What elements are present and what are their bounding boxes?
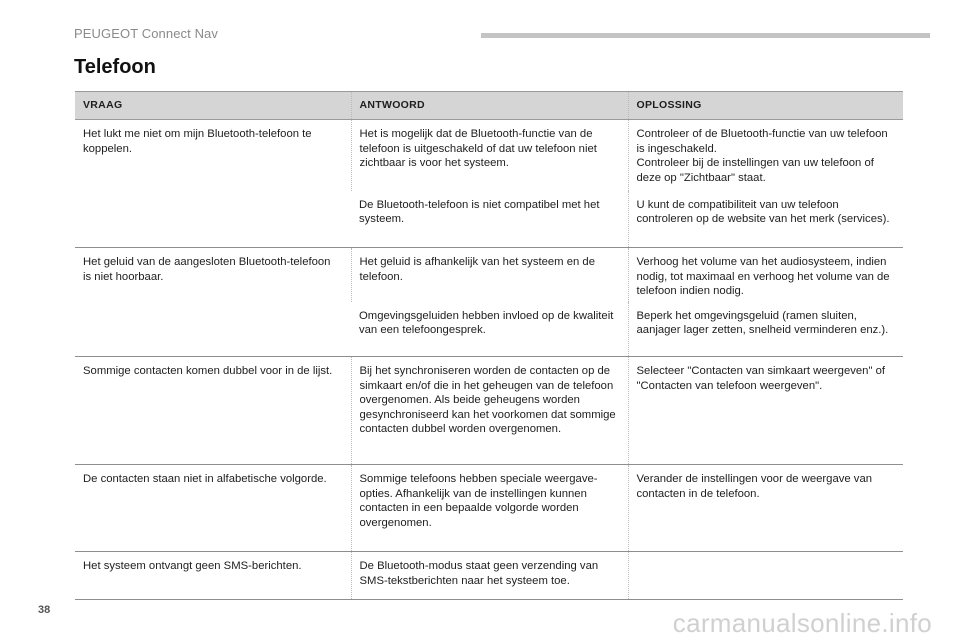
answer-cell: Het is mogelijk dat de Bluetooth-functie van de telefoon is uitgeschakeld of dat uw telefoon niet zichtbaar is voor het systeem. xyxy=(351,120,628,191)
question-cell: Het geluid van de aangesloten Bluetooth-telefoon is niet hoorbaar. xyxy=(75,248,351,357)
table-row xyxy=(75,248,903,302)
page-title: Telefoon xyxy=(74,56,156,78)
solution-cell: Selecteer "Contacten van simkaart weergeven" of "Contacten van telefoon weergeven". xyxy=(628,357,903,465)
column-header-answer: ANTWOORD xyxy=(351,92,628,120)
table-header-row xyxy=(75,92,903,120)
solution-cell xyxy=(628,552,903,600)
question-cell: De contacten staan niet in alfabetische volgorde. xyxy=(75,465,351,552)
column-header-solution: OPLOSSING xyxy=(628,92,903,120)
table-row xyxy=(75,120,903,191)
solution-cell: Controleer of de Bluetooth-functie van uw telefoon is ingeschakeld. Controleer bij de instellingen van uw telefoon of deze op "Zichtbaar" staat. xyxy=(628,120,903,191)
solution-cell: Beperk het omgevingsgeluid (ramen sluiten, aanjager lager zetten, snelheid verminderen enz.). xyxy=(628,302,903,357)
header-accent-bar xyxy=(481,33,930,38)
solution-cell: Verander de instellingen voor de weergave van contacten in de telefoon. xyxy=(628,465,903,552)
answer-cell: Sommige telefoons hebben speciale weergave-opties. Afhankelijk van de instellingen kunnen contacten in een bepaalde volgorde worden overgenomen. xyxy=(351,465,628,552)
question-cell: Het systeem ontvangt geen SMS-berichten. xyxy=(75,552,351,600)
question-cell: Sommige contacten komen dubbel voor in de lijst. xyxy=(75,357,351,465)
answer-cell: De Bluetooth-modus staat geen verzending van SMS-tekstberichten naar het systeem toe. xyxy=(351,552,628,600)
answer-cell: Omgevingsgeluiden hebben invloed op de kwaliteit van een telefoongesprek. xyxy=(351,302,628,357)
header-brand: PEUGEOT Connect Nav xyxy=(74,26,218,41)
answer-cell: Het geluid is afhankelijk van het systeem en de telefoon. xyxy=(351,248,628,302)
answer-cell: Bij het synchroniseren worden de contacten op de simkaart en/of die in het geheugen van de telefoon overgenomen. Als beide geheugens worden gesynchroniseerd kan het voorkomen dat sommige contacten dubbel worden overgenomen. xyxy=(351,357,628,465)
table-row xyxy=(75,465,903,552)
watermark: carmanualsonline.info xyxy=(672,608,932,638)
answer-cell: De Bluetooth-telefoon is niet compatibel met het systeem. xyxy=(351,191,628,248)
column-header-question: VRAAG xyxy=(75,92,351,120)
page-number: 38 xyxy=(38,604,51,616)
solution-cell: U kunt de compatibiliteit van uw telefoon controleren op de website van het merk (services). xyxy=(628,191,903,248)
table-row xyxy=(75,357,903,465)
solution-cell: Verhoog het volume van het audiosysteem, indien nodig, tot maximaal en verhoog het volume van de telefoon indien nodig. xyxy=(628,248,903,302)
table-row xyxy=(75,552,903,600)
faq-table xyxy=(75,91,903,600)
question-cell: Het lukt me niet om mijn Bluetooth-telefoon te koppelen. xyxy=(75,120,351,248)
